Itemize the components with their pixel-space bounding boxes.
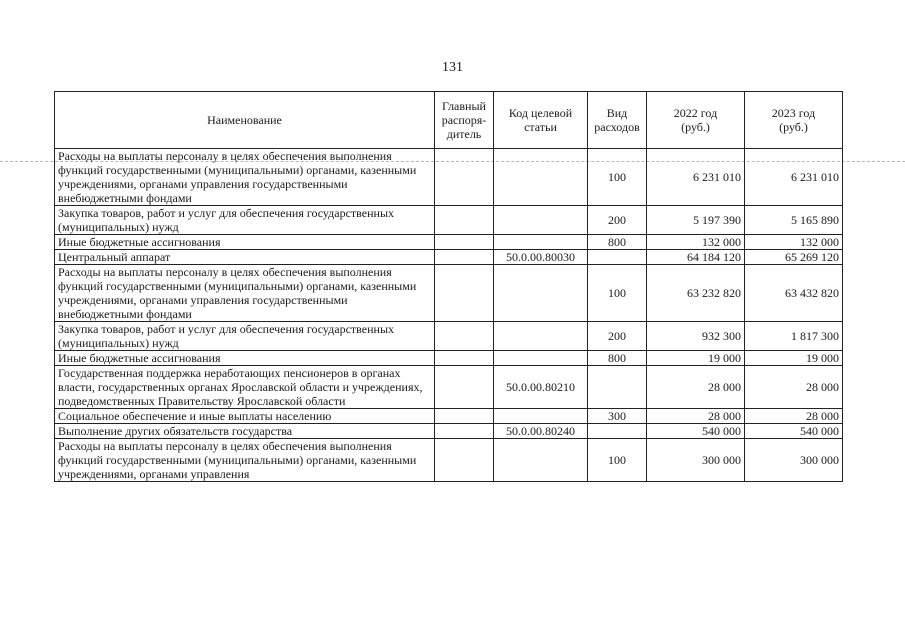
cell-vid: 200 — [588, 322, 647, 351]
cell-code — [494, 265, 588, 322]
cell-glavny — [435, 351, 494, 366]
header-code — [494, 92, 588, 149]
cell-2022: 28 000 — [647, 409, 745, 424]
budget-table — [54, 91, 843, 482]
cell-2022: 28 000 — [647, 366, 745, 409]
cell-glavny — [435, 366, 494, 409]
cell-name: Закупка товаров, работ и услуг для обеспечения государственных (муниципальных) нужд — [55, 206, 435, 235]
table-row — [55, 409, 843, 424]
cell-2023: 63 432 820 — [745, 265, 843, 322]
cell-2022: 300 000 — [647, 439, 745, 482]
cell-2022: 5 197 390 — [647, 206, 745, 235]
header-vid-line: Вид — [606, 106, 628, 120]
header-glavny-line: Главный — [442, 99, 486, 113]
cell-2022: 132 000 — [647, 235, 745, 250]
cell-name: Государственная поддержка неработающих пенсионеров в органах власти, государственных органах Ярославской области и учреждениях, подведомственных Правительству Ярославской области — [55, 366, 435, 409]
cell-code — [494, 206, 588, 235]
cell-glavny — [435, 424, 494, 439]
cell-glavny — [435, 235, 494, 250]
cell-code — [494, 409, 588, 424]
cell-name: Выполнение других обязательств государства — [55, 424, 435, 439]
header-glavny — [435, 92, 494, 149]
cell-vid: 800 — [588, 235, 647, 250]
header-row — [55, 92, 843, 149]
cell-2022: 19 000 — [647, 351, 745, 366]
cell-glavny — [435, 439, 494, 482]
cell-2022: 540 000 — [647, 424, 745, 439]
cell-2022: 63 232 820 — [647, 265, 745, 322]
cell-vid: 200 — [588, 206, 647, 235]
table-body — [55, 149, 843, 482]
header-code-line: Код целевой — [508, 106, 573, 120]
table-row — [55, 235, 843, 250]
cell-name: Иные бюджетные ассигнования — [55, 351, 435, 366]
cell-2023: 132 000 — [745, 235, 843, 250]
cell-name: Иные бюджетные ассигнования — [55, 235, 435, 250]
cell-name: Расходы на выплаты персоналу в целях обеспечения выполнения функций государственными (муниципальными) органами, казенными учреждениями, органами управления — [55, 439, 435, 482]
cell-code: 50.0.00.80210 — [494, 366, 588, 409]
table-row — [55, 366, 843, 409]
header-vid-line: расходов — [594, 120, 640, 134]
table-row — [55, 424, 843, 439]
cell-code — [494, 322, 588, 351]
cell-vid: 100 — [588, 149, 647, 206]
cell-code — [494, 351, 588, 366]
header-2023-line: 2023 год — [771, 106, 816, 120]
cell-glavny — [435, 322, 494, 351]
header-2022-line: 2022 год — [673, 106, 718, 120]
cell-2022: 6 231 010 — [647, 149, 745, 206]
cell-2023: 28 000 — [745, 366, 843, 409]
header-2023 — [745, 92, 843, 149]
table-row — [55, 322, 843, 351]
table-row — [55, 206, 843, 235]
cell-code — [494, 149, 588, 206]
cell-vid: 800 — [588, 351, 647, 366]
table-header — [55, 92, 843, 149]
header-name: Наименование — [55, 92, 435, 149]
cell-name: Социальное обеспечение и иные выплаты населению — [55, 409, 435, 424]
cell-2023: 6 231 010 — [745, 149, 843, 206]
header-code-line: статьи — [524, 120, 557, 134]
header-glavny-line: распоря- — [441, 113, 487, 127]
table-row — [55, 439, 843, 482]
cell-2023: 65 269 120 — [745, 250, 843, 265]
cell-2022: 64 184 120 — [647, 250, 745, 265]
cell-vid — [588, 250, 647, 265]
cell-glavny — [435, 250, 494, 265]
cell-glavny — [435, 265, 494, 322]
cell-2023: 1 817 300 — [745, 322, 843, 351]
cell-name: Закупка товаров, работ и услуг для обеспечения государственных (муниципальных) нужд — [55, 322, 435, 351]
cell-glavny — [435, 409, 494, 424]
cell-2023: 5 165 890 — [745, 206, 843, 235]
cell-code: 50.0.00.80030 — [494, 250, 588, 265]
header-2022-line: (руб.) — [681, 120, 710, 134]
cell-glavny — [435, 206, 494, 235]
cell-vid: 100 — [588, 265, 647, 322]
cell-2023: 300 000 — [745, 439, 843, 482]
cell-code — [494, 235, 588, 250]
header-2023-line: (руб.) — [779, 120, 808, 134]
cell-vid — [588, 366, 647, 409]
table-row — [55, 149, 843, 206]
header-glavny-line: дитель — [446, 127, 482, 141]
table-row — [55, 265, 843, 322]
cell-name: Центральный аппарат — [55, 250, 435, 265]
cell-code — [494, 439, 588, 482]
cell-glavny — [435, 149, 494, 206]
table-row — [55, 250, 843, 265]
cell-2023: 19 000 — [745, 351, 843, 366]
cell-2023: 540 000 — [745, 424, 843, 439]
cell-2023: 28 000 — [745, 409, 843, 424]
table-row — [55, 351, 843, 366]
cell-vid — [588, 424, 647, 439]
cell-name: Расходы на выплаты персоналу в целях обеспечения выполнения функций государственными (муниципальными) органами, казенными учреждениями, органами управления государственными внебюджетными фондами — [55, 265, 435, 322]
cell-vid: 300 — [588, 409, 647, 424]
cell-name: Расходы на выплаты персоналу в целях обеспечения выполнения функций государственными (муниципальными) органами, казенными учреждениями, органами управления государственными внебюджетными фондами — [55, 149, 435, 206]
header-vid — [588, 92, 647, 149]
cell-vid: 100 — [588, 439, 647, 482]
cell-code: 50.0.00.80240 — [494, 424, 588, 439]
cell-2022: 932 300 — [647, 322, 745, 351]
header-2022 — [647, 92, 745, 149]
page-number: 131 — [442, 60, 463, 75]
